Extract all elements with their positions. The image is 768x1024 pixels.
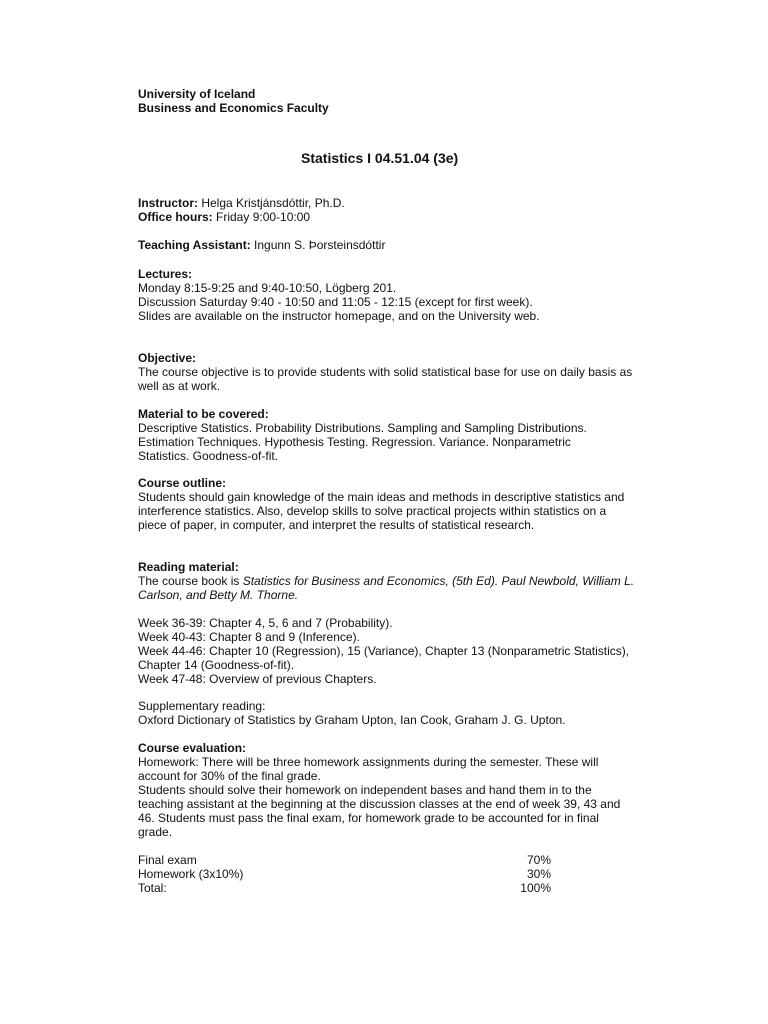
office-hours-label: Office hours: [138, 210, 213, 224]
outline-line: piece of paper, in computer, and interpret the results of statistical research. [138, 518, 535, 532]
reading-book-intro: The course book is [138, 574, 243, 588]
reading-book-title: Statistics for Business and Economics, (5th Ed). Paul Newbold, William L. [242, 574, 635, 588]
teaching-assistant-name: Ingunn S. Þorsteinsdóttir [254, 238, 386, 252]
objective-heading: Objective: [138, 351, 197, 365]
reading-section [138, 560, 634, 602]
lectures-heading: Lectures: [138, 267, 193, 281]
week-item: Week 44-46: Chapter 10 (Regression), 15 (Variance), Chapter 13 (Nonparametric Statistics), [138, 644, 630, 658]
material-section [138, 407, 587, 463]
lectures-section [138, 267, 540, 323]
instructor-label: Instructor: [138, 196, 198, 210]
lectures-line: Slides are available on the instructor homepage, and on the University web. [138, 309, 540, 323]
outline-line: Students should gain knowledge of the main ideas and methods in descriptive statistics and [138, 490, 625, 504]
outline-section [138, 476, 624, 532]
week-item: Week 47-48: Overview of previous Chapters. [138, 672, 377, 686]
week-item: Week 40-43: Chapter 8 and 9 (Inference). [138, 630, 360, 644]
evaluation-line: account for 30% of the final grade. [138, 769, 321, 783]
evaluation-line: teaching assistant at the beginning at the discussion classes at the end of week 39, 43 and [138, 797, 621, 811]
objective-section [138, 351, 632, 393]
university-name: University of Iceland [138, 87, 256, 101]
evaluation-line: grade. [138, 825, 173, 839]
instructor-line [138, 196, 345, 210]
header [138, 87, 329, 115]
material-line: Estimation Techniques. Hypothesis Testing. Regression. Variance. Nonparametric [138, 435, 571, 449]
evaluation-line: Students should solve their homework on independent bases and hand them in to the [138, 783, 592, 797]
course-title: Statistics I 04.51.04 (3e) [301, 150, 459, 166]
week-item: Week 36-39: Chapter 4, 5, 6 and 7 (Probability). [138, 616, 393, 630]
objective-line: well as at work. [138, 379, 221, 393]
instructor-block [138, 196, 345, 224]
grade-breakdown [138, 853, 551, 895]
evaluation-line: 46. Students must pass the final exam, for homework grade to be accounted for in final [138, 811, 599, 825]
reading-book-line [138, 574, 634, 588]
evaluation-heading: Course evaluation: [138, 741, 247, 755]
material-line: Descriptive Statistics. Probability Distributions. Sampling and Sampling Distributions. [138, 421, 587, 435]
teaching-assistant-label: Teaching Assistant: [138, 238, 251, 252]
grade-row [138, 881, 551, 895]
reading-book-authors: Carlson, and Betty M. Thorne. [138, 588, 299, 602]
office-hours-value: Friday 9:00-10:00 [216, 210, 311, 224]
grade-percent: 100% [520, 881, 551, 895]
instructor-name: Helga Kristjánsdóttir, Ph.D. [201, 196, 345, 210]
grade-percent: 30% [526, 867, 551, 881]
lectures-line: Discussion Saturday 9:40 - 10:50 and 11:05 - 12:15 (except for first week). [138, 295, 533, 309]
evaluation-line: Homework: There will be three homework assignments during the semester. These will [138, 755, 599, 769]
grade-item: Final exam [138, 853, 197, 867]
grade-row [138, 867, 551, 881]
supplementary-heading: Supplementary reading: [138, 699, 266, 713]
supplementary-text: Oxford Dictionary of Statistics by Graham Upton, Ian Cook, Graham J. G. Upton. [138, 713, 566, 727]
grade-percent: 70% [526, 853, 551, 867]
objective-line: The course objective is to provide students with solid statistical base for use on daily basis as [138, 365, 633, 379]
material-heading: Material to be covered: [138, 407, 269, 421]
supplementary-reading [138, 699, 566, 727]
outline-line: interference statistics. Also, develop skills to solve practical projects within statistics on a [138, 504, 607, 518]
grade-item: Total: [138, 881, 167, 895]
material-line: Statistics. Goodness-of-fit. [138, 449, 279, 463]
week-item: Chapter 14 (Goodness-of-fit). [138, 658, 295, 672]
lectures-line: Monday 8:15-9:25 and 9:40-10:50, Lögberg 201. [138, 281, 397, 295]
reading-heading: Reading material: [138, 560, 239, 574]
grade-row [138, 853, 551, 867]
office-hours-line [138, 210, 345, 224]
faculty-name: Business and Economics Faculty [138, 101, 329, 115]
outline-heading: Course outline: [138, 476, 227, 490]
grade-item: Homework (3x10%) [138, 867, 244, 881]
week-schedule [138, 616, 629, 686]
teaching-assistant-line [138, 238, 385, 252]
evaluation-section [138, 741, 620, 839]
